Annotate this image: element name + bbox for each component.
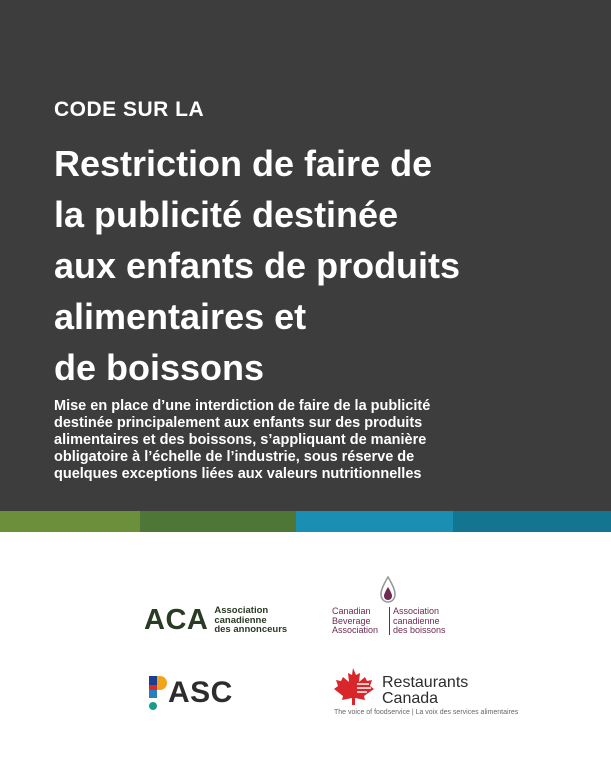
aca-wordmark: Association canadienne des annonceurs [214,605,288,636]
aca-mark: ACA [144,604,209,636]
restaurants-canada-tagline: The voice of foodservice | La voix des services alimentaires [334,709,519,716]
subtitle-line: destinée principalement aux enfants sur des produits [54,415,423,431]
color-band-blue [296,511,453,532]
cba-divider [389,607,390,635]
color-band-dark-green [140,511,296,532]
cover-subtitle [54,398,574,483]
cba-english-name: Canadian Beverage Association [332,606,379,635]
title-line: de boissons [54,347,265,388]
title-line: la publicité destinée [54,194,399,235]
pasc-wordmark: ASC [168,676,233,709]
color-band-dark-blue [453,511,611,532]
drop-icon [378,576,398,604]
aca-logo [144,604,287,637]
cover-title [54,138,574,393]
subtitle-line: quelques exceptions liées aux valeurs nutritionnelles [54,466,422,482]
pasc-p-icon [149,674,167,712]
cba-french-name: Association canadienne des boissons [393,606,446,635]
title-line: alimentaires et [54,296,307,337]
subtitle-line: Mise en place d’une interdiction de faire de la publicité [54,398,431,414]
title-line: aux enfants de produits [54,245,461,286]
cba-logo [332,576,462,636]
pasc-logo [149,674,233,712]
restaurants-canada-logo [333,666,519,721]
subtitle-line: alimentaires et des boissons, s’appliquant de manière [54,432,427,448]
title-line: Restriction de faire de [54,143,433,184]
subtitle-line: obligatoire à l’échelle de l’industrie, sous réserve de [54,449,415,465]
cover-kicker: CODE SUR LA [54,98,205,121]
maple-leaf-icon [333,666,377,706]
restaurants-canada-name: Restaurants Canada [382,674,469,707]
color-band-green [0,511,140,532]
